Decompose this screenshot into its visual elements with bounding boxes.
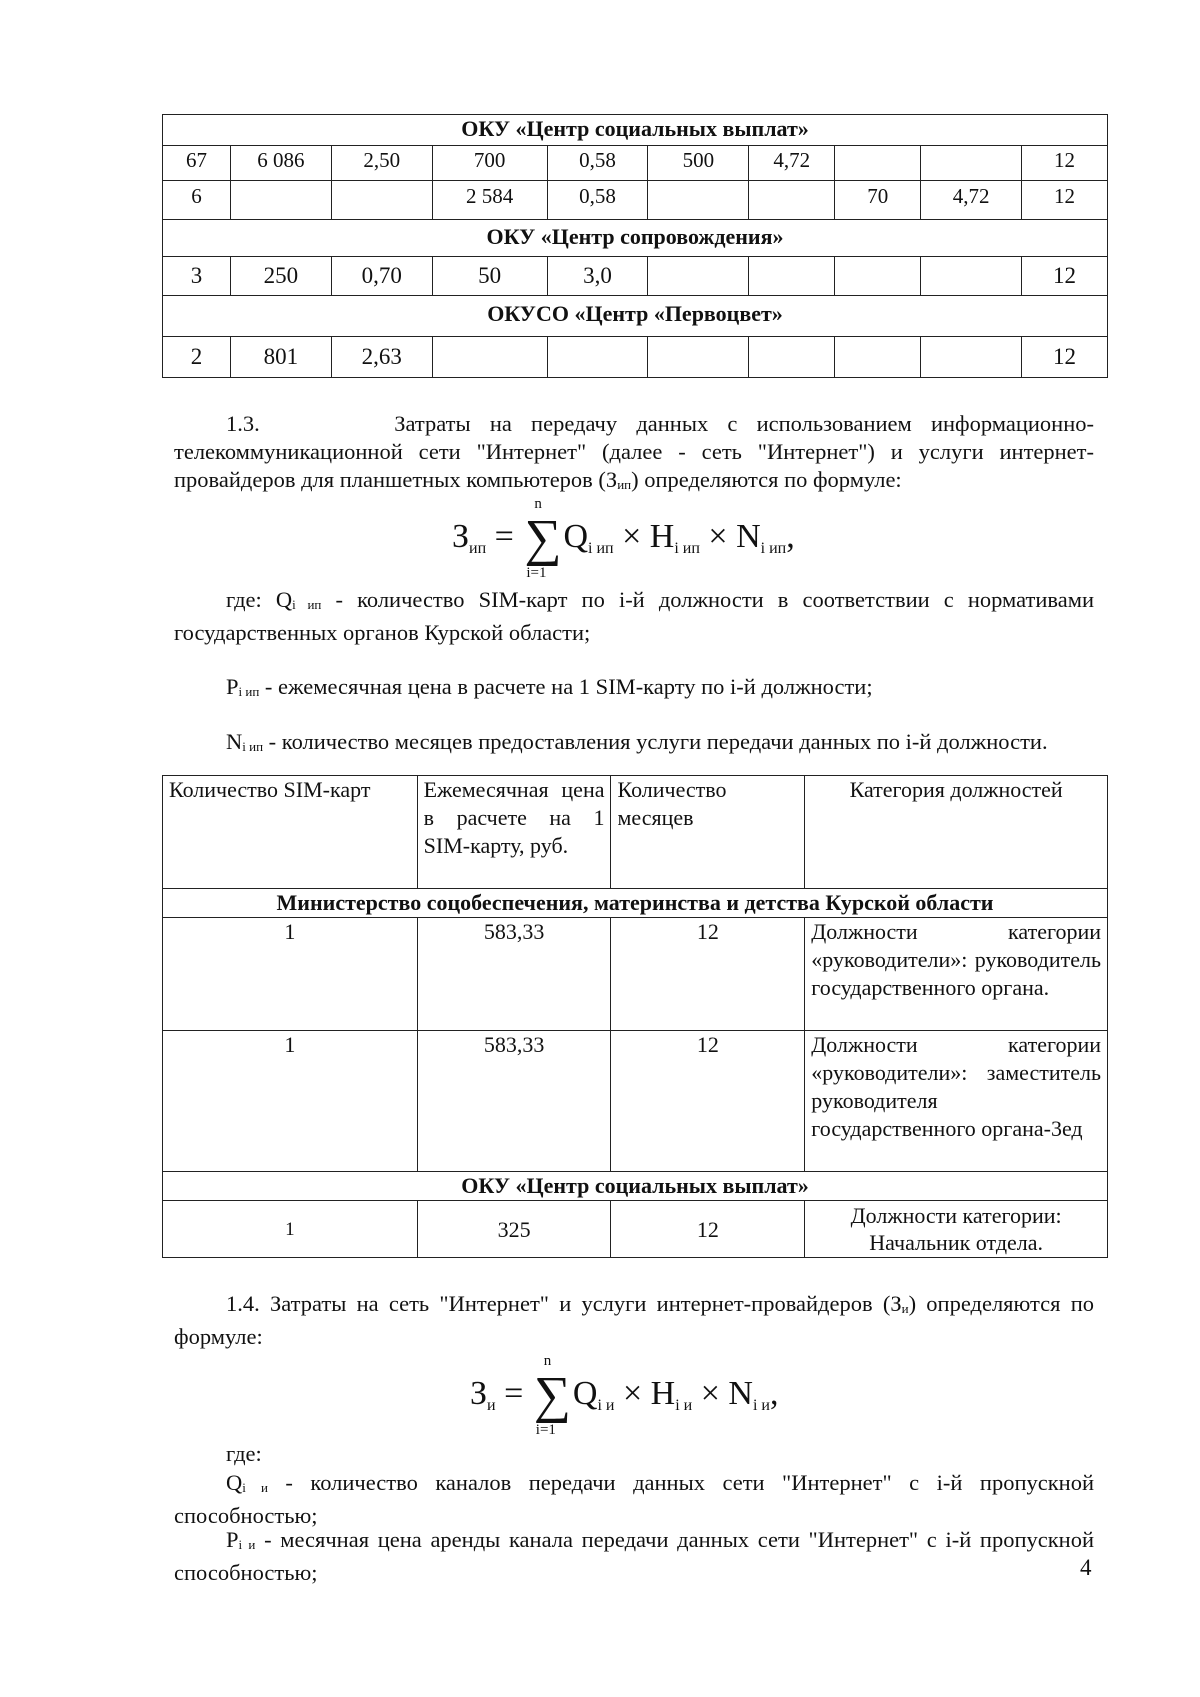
sim-card-cost-table: [162, 775, 1108, 1258]
column-header: Количество SIM-карт: [163, 776, 418, 889]
table1-group-header: [163, 115, 1108, 146]
page-number: 4: [1080, 1555, 1092, 1580]
cell: 67: [163, 146, 231, 181]
table-row: [163, 146, 1108, 181]
cell: [749, 337, 835, 378]
cell-price: 325: [417, 1201, 611, 1258]
var-description: - месячная цена аренды канала передачи данных сети "Интернет" с i-й пропускной способностью;: [174, 1527, 1094, 1585]
cell: [648, 257, 749, 296]
cell-months: 12: [611, 1201, 805, 1258]
term-q: Q: [572, 1375, 598, 1412]
var-subscript: i ип: [238, 684, 260, 699]
formula-lhs: З: [452, 518, 470, 555]
column-header: Количество месяцев: [611, 776, 805, 889]
cell: 2,50: [331, 146, 432, 181]
term-sub: i ип: [674, 540, 700, 557]
var-subscript: i ип: [242, 739, 264, 754]
cell: [749, 257, 835, 296]
cell: [835, 337, 921, 378]
table-row: [163, 1031, 1108, 1172]
cell-months: 12: [611, 1031, 805, 1172]
cell: [921, 146, 1022, 181]
cell-category: Должности категории: Начальник отдела.: [805, 1201, 1108, 1258]
section-text-end: ) определяются по формуле:: [631, 467, 902, 492]
formula-lhs: З: [470, 1375, 488, 1412]
cell: 2,63: [331, 337, 432, 378]
var-subscript: i ип: [292, 597, 322, 612]
cell: 700: [432, 146, 547, 181]
term-n: N: [736, 518, 761, 555]
table-row: [163, 918, 1108, 1031]
cell: 0,58: [547, 181, 648, 220]
cell-price: 583,33: [417, 918, 611, 1031]
sigma-icon: ∑ n i=1: [533, 1353, 571, 1438]
cell-category: Должности категории «руководители»: заместитель руководителя государственного органа-3ед: [805, 1031, 1108, 1172]
term-n: N: [728, 1375, 753, 1412]
table-row: [163, 1201, 1108, 1258]
var-subscript: i и: [242, 1480, 268, 1495]
term-q: Q: [563, 518, 588, 555]
table1-group-header: [163, 296, 1108, 337]
cell: 12: [1022, 181, 1108, 220]
cell: 12: [1022, 257, 1108, 296]
cell: 6: [163, 181, 231, 220]
var-description: - количество каналов передачи данных сети "Интернет" с i-й пропускной способностью;: [174, 1470, 1094, 1528]
cell: [921, 257, 1022, 296]
cell: 70: [835, 181, 921, 220]
cell: [547, 337, 648, 378]
cell-sim-count: 1: [163, 1031, 418, 1172]
cell: 3,0: [547, 257, 648, 296]
cell: [921, 337, 1022, 378]
where-item: [174, 728, 1094, 761]
group-title: ОКУ «Центр социальных выплат»: [163, 115, 1108, 146]
cell: 4,72: [921, 181, 1022, 220]
term-h: Н: [649, 518, 675, 555]
cell: 500: [648, 146, 749, 181]
times-operator: ×: [708, 518, 728, 555]
cell: 3: [163, 257, 231, 296]
term-sub: i и: [597, 1397, 615, 1414]
cell: 2 584: [432, 181, 547, 220]
formula-z-i: $З_и$ = ∑ n i=1 $Q_{i и} \times Н_{i и} \times N_{i и}$,: [470, 1353, 779, 1438]
table-row: [163, 181, 1108, 220]
times-operator: ×: [622, 518, 642, 555]
cell: [648, 337, 749, 378]
group-title: ОКУ «Центр сопровождения»: [163, 220, 1108, 257]
cell: [648, 181, 749, 220]
term-sub: i и: [752, 1397, 770, 1414]
var-description: - количество SIM-карт по i-й должности в соответствии с нормативами государственных органов Курской области;: [174, 587, 1094, 645]
times-operator: ×: [700, 1375, 720, 1412]
cell: 4,72: [749, 146, 835, 181]
sum-lower: i=1: [526, 565, 547, 581]
cell: [835, 146, 921, 181]
column-header: Ежемесячная цена в расчете на 1 SIM-карту, руб.: [417, 776, 611, 889]
text-subscript: и: [901, 1301, 909, 1316]
cell: [749, 181, 835, 220]
var-symbol: Q: [226, 1470, 243, 1495]
times-operator: ×: [622, 1375, 643, 1412]
term-sub: i и: [675, 1397, 693, 1414]
column-header: Категория должностей: [805, 776, 1108, 889]
formula-tail: ,: [786, 518, 795, 555]
cell: 12: [1022, 146, 1108, 181]
table-header-row: [163, 776, 1108, 889]
table-row: [163, 257, 1108, 296]
cell: [331, 181, 432, 220]
where-prefix: где:: [226, 587, 276, 612]
where-item: [174, 1526, 1094, 1587]
where-label: где:: [226, 1441, 262, 1466]
cell: [432, 337, 547, 378]
table2-group-header: [163, 1172, 1108, 1201]
sum-upper: n: [534, 496, 542, 512]
formula-lhs-sub: ип: [469, 540, 487, 557]
cell-sim-count: 1: [163, 918, 418, 1031]
cell-months: 12: [611, 918, 805, 1031]
var-symbol: P: [226, 1527, 239, 1552]
table2-group-header: [163, 889, 1108, 918]
term-sub: i ип: [588, 540, 614, 557]
section-text: Затраты на передачу данных с использованием информационно-телекоммуникационной сети "Интернет" (далее - сеть "Интернет") и услуги интернет-провайдеров для планшетных компьютеров (З: [174, 411, 1095, 492]
cell: 50: [432, 257, 547, 296]
section-1-3-paragraph: [174, 410, 1094, 499]
cell: 2: [163, 337, 231, 378]
var-description: - количество месяцев предоставления услуги передачи данных по i-й должности.: [263, 729, 1048, 754]
sum-upper: n: [543, 1353, 552, 1369]
group-title: ОКУСО «Центр «Первоцвет»: [163, 296, 1108, 337]
cell: 6 086: [230, 146, 331, 181]
group-title: Министерство соцобеспечения, материнства и детства Курской области: [163, 889, 1108, 918]
cost-table-upper: [162, 114, 1108, 378]
section-text-end: ) определяются по формуле:: [174, 1291, 1094, 1349]
where-item: [174, 586, 1094, 647]
text-subscript: ип: [617, 477, 632, 492]
formula-z-ip: $З_{ип}$ = ∑ n i=1 $Q_{i ип} \times Н_{i ип} \times N_{i ип}$,: [452, 496, 795, 581]
table1-group-header: [163, 220, 1108, 257]
var-symbol: N: [226, 729, 243, 754]
cell: [835, 257, 921, 296]
cell: 12: [1022, 337, 1108, 378]
cell: [230, 181, 331, 220]
sigma-icon: ∑ n i=1: [524, 496, 562, 581]
where-item: [174, 673, 1094, 706]
cell-sim-count: 1: [163, 1201, 418, 1258]
var-subscript: i и: [238, 1537, 256, 1552]
section-text: 1.4. Затраты на сеть "Интернет" и услуги интернет-провайдеров (З: [226, 1291, 902, 1316]
var-symbol: Q: [275, 587, 293, 612]
formula-lhs-sub: и: [487, 1397, 496, 1414]
var-description: - ежемесячная цена в расчете на 1 SIM-карту по i-й должности;: [259, 674, 873, 699]
formula-tail: ,: [769, 1375, 779, 1412]
var-symbol: P: [226, 674, 239, 699]
section-1-4-paragraph: [174, 1290, 1094, 1351]
cell: 250: [230, 257, 331, 296]
section-number: 1.3.: [226, 411, 260, 436]
cell: 0,70: [331, 257, 432, 296]
term-h: Н: [650, 1375, 676, 1412]
cell-category: Должности категории «руководители»: руководитель государственного органа.: [805, 918, 1108, 1031]
group-title: ОКУ «Центр социальных выплат»: [163, 1172, 1108, 1201]
cell: 0,58: [547, 146, 648, 181]
cell-price: 583,33: [417, 1031, 611, 1172]
sum-lower: i=1: [535, 1422, 556, 1438]
term-sub: i ип: [760, 540, 787, 557]
cell: 801: [230, 337, 331, 378]
where-item: [174, 1469, 1094, 1530]
table-row: [163, 337, 1108, 378]
